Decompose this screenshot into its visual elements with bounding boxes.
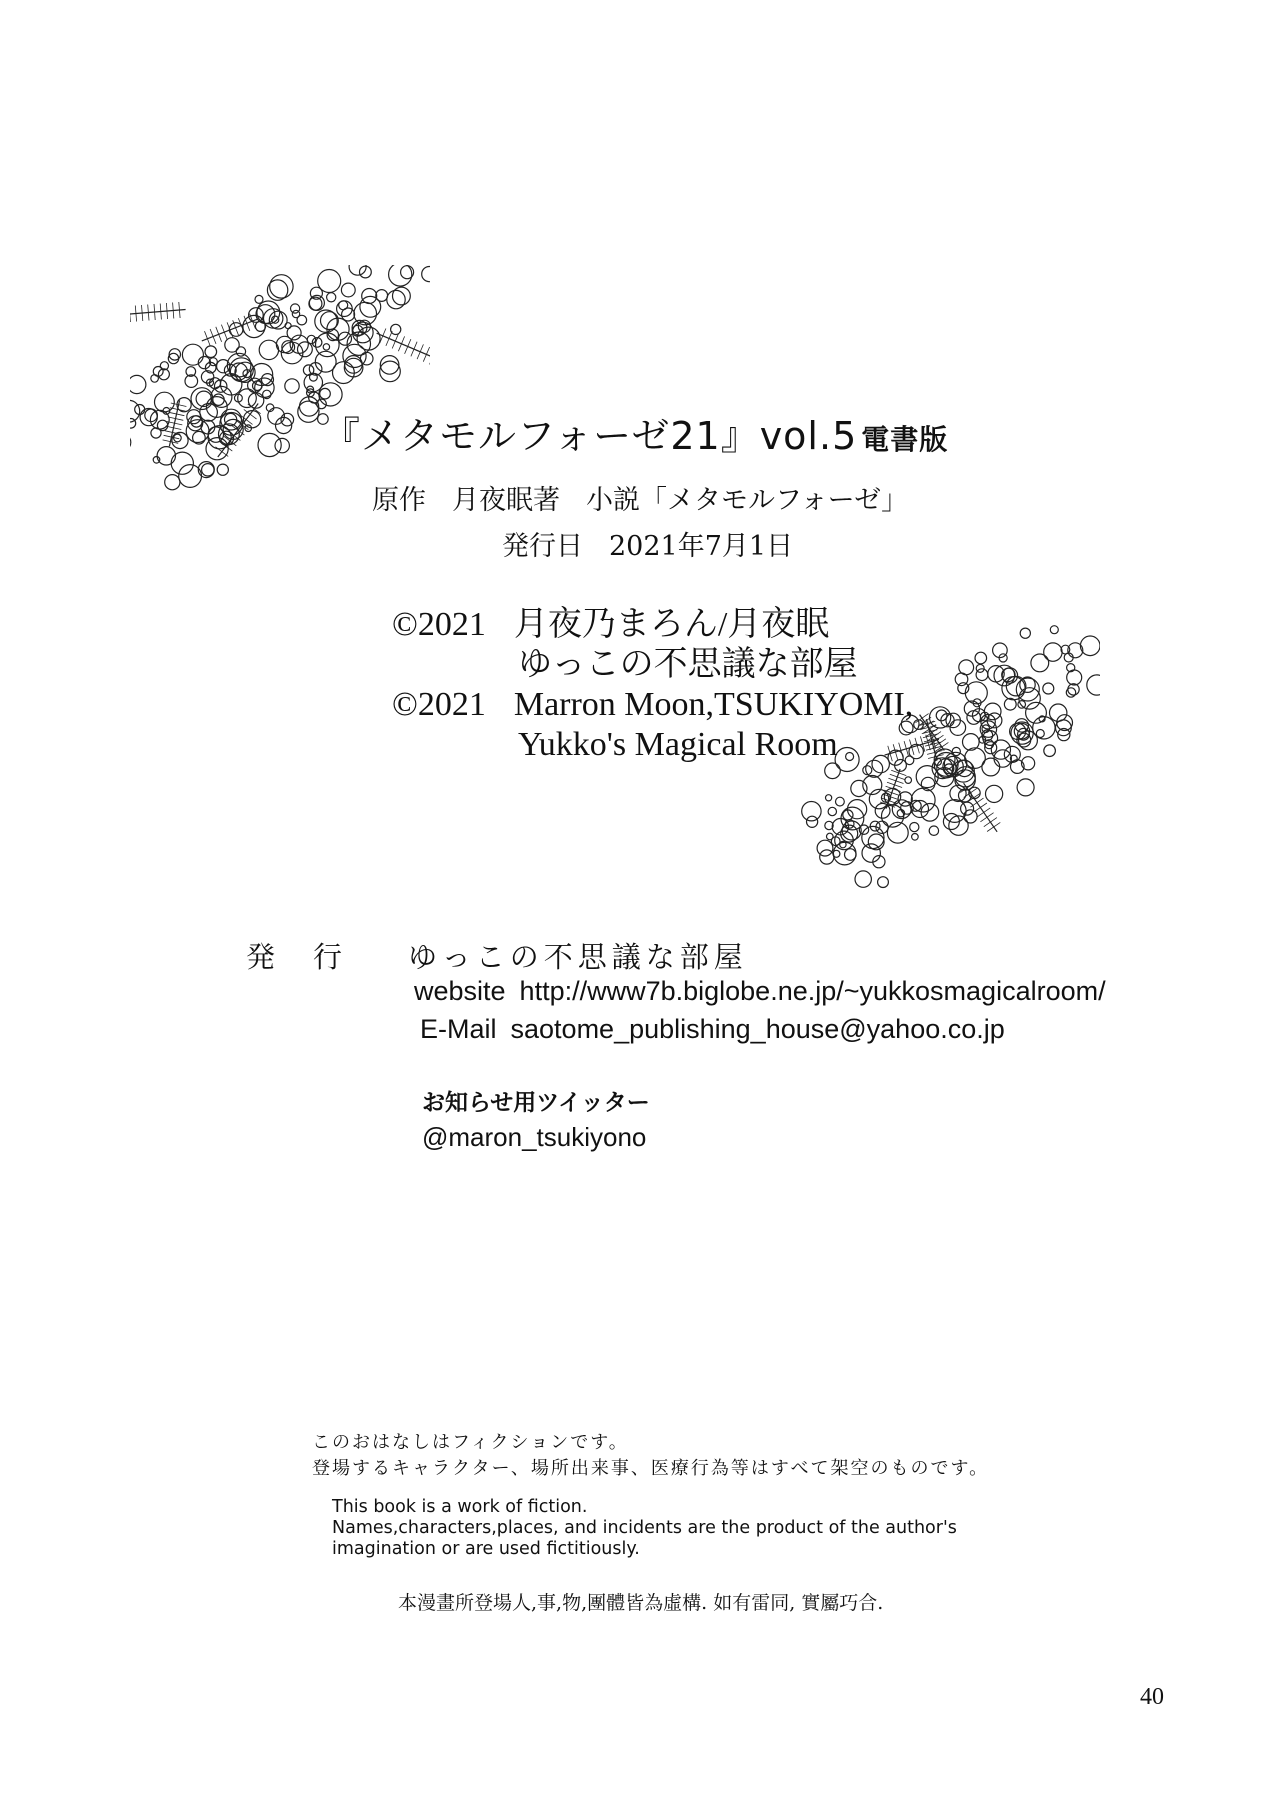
copyright-jp-holders: 月夜乃まろん/月夜眠: [513, 606, 830, 643]
title-main: 『メタモルフォーゼ21』vol.5: [322, 414, 858, 458]
copyright-symbol-year-en: ©2021: [392, 686, 486, 723]
disclaimer-jp-line1: このおはなしはフィクションです。: [312, 1432, 629, 1453]
copyright-en-line2: Yukko's Magical Room: [518, 726, 838, 763]
original-work-line: [372, 478, 908, 517]
release-date: 2021年7月1日: [609, 531, 794, 562]
publisher-name: ゆっこの不思議な部屋: [408, 940, 748, 974]
copyright-jp-line2: ゆっこの不思議な部屋: [518, 646, 858, 683]
website-line: [414, 976, 1106, 1007]
book-title: [322, 405, 948, 460]
release-label: 発行日: [502, 531, 583, 562]
disclaimer-en-line2: Names,characters,places, and incidents are the product of the author's: [332, 1518, 957, 1538]
copyright-jp-line1: [392, 605, 829, 645]
email-address[interactable]: saotome_publishing_house@yahoo.co.jp: [510, 1014, 1005, 1044]
twitter-label: お知らせ用ツイッター: [422, 1090, 650, 1116]
twitter-handle[interactable]: @maron_tsukiyono: [422, 1122, 647, 1152]
publisher-label: 発行: [246, 940, 381, 974]
disclaimer-en-line1: This book is a work of fiction.: [332, 1497, 588, 1517]
page-number: 40: [1140, 1684, 1164, 1710]
website-url[interactable]: http://www7b.biglobe.ne.jp/~yukkosmagicalroom/: [519, 976, 1106, 1006]
original-label: 原作: [372, 485, 426, 516]
email-label: E-Mail: [420, 1014, 497, 1044]
copyright-symbol-year: ©2021: [392, 606, 486, 643]
edition-label: 電書版: [861, 423, 949, 456]
email-line: [420, 1014, 1005, 1045]
disclaimer-zh-line: 本漫畫所登場人,事,物,團體皆為虛構. 如有雷同, 實屬巧合.: [398, 1592, 884, 1614]
copyright-en-line1: [392, 685, 913, 725]
disclaimer-jp-line2: 登場するキャラクター、場所出来事、医療行為等はすべて架空のものです。: [312, 1458, 990, 1479]
copyright-en-holders: Marron Moon,TSUKIYOMI,: [513, 686, 914, 723]
website-label: website: [414, 976, 506, 1006]
disclaimer-en-line3: imagination or are used fictitiously.: [332, 1539, 640, 1559]
original-author: 月夜眠著: [452, 485, 560, 516]
release-date-line: [502, 524, 793, 563]
original-work: 小説「メタモルフォーゼ」: [586, 485, 909, 516]
